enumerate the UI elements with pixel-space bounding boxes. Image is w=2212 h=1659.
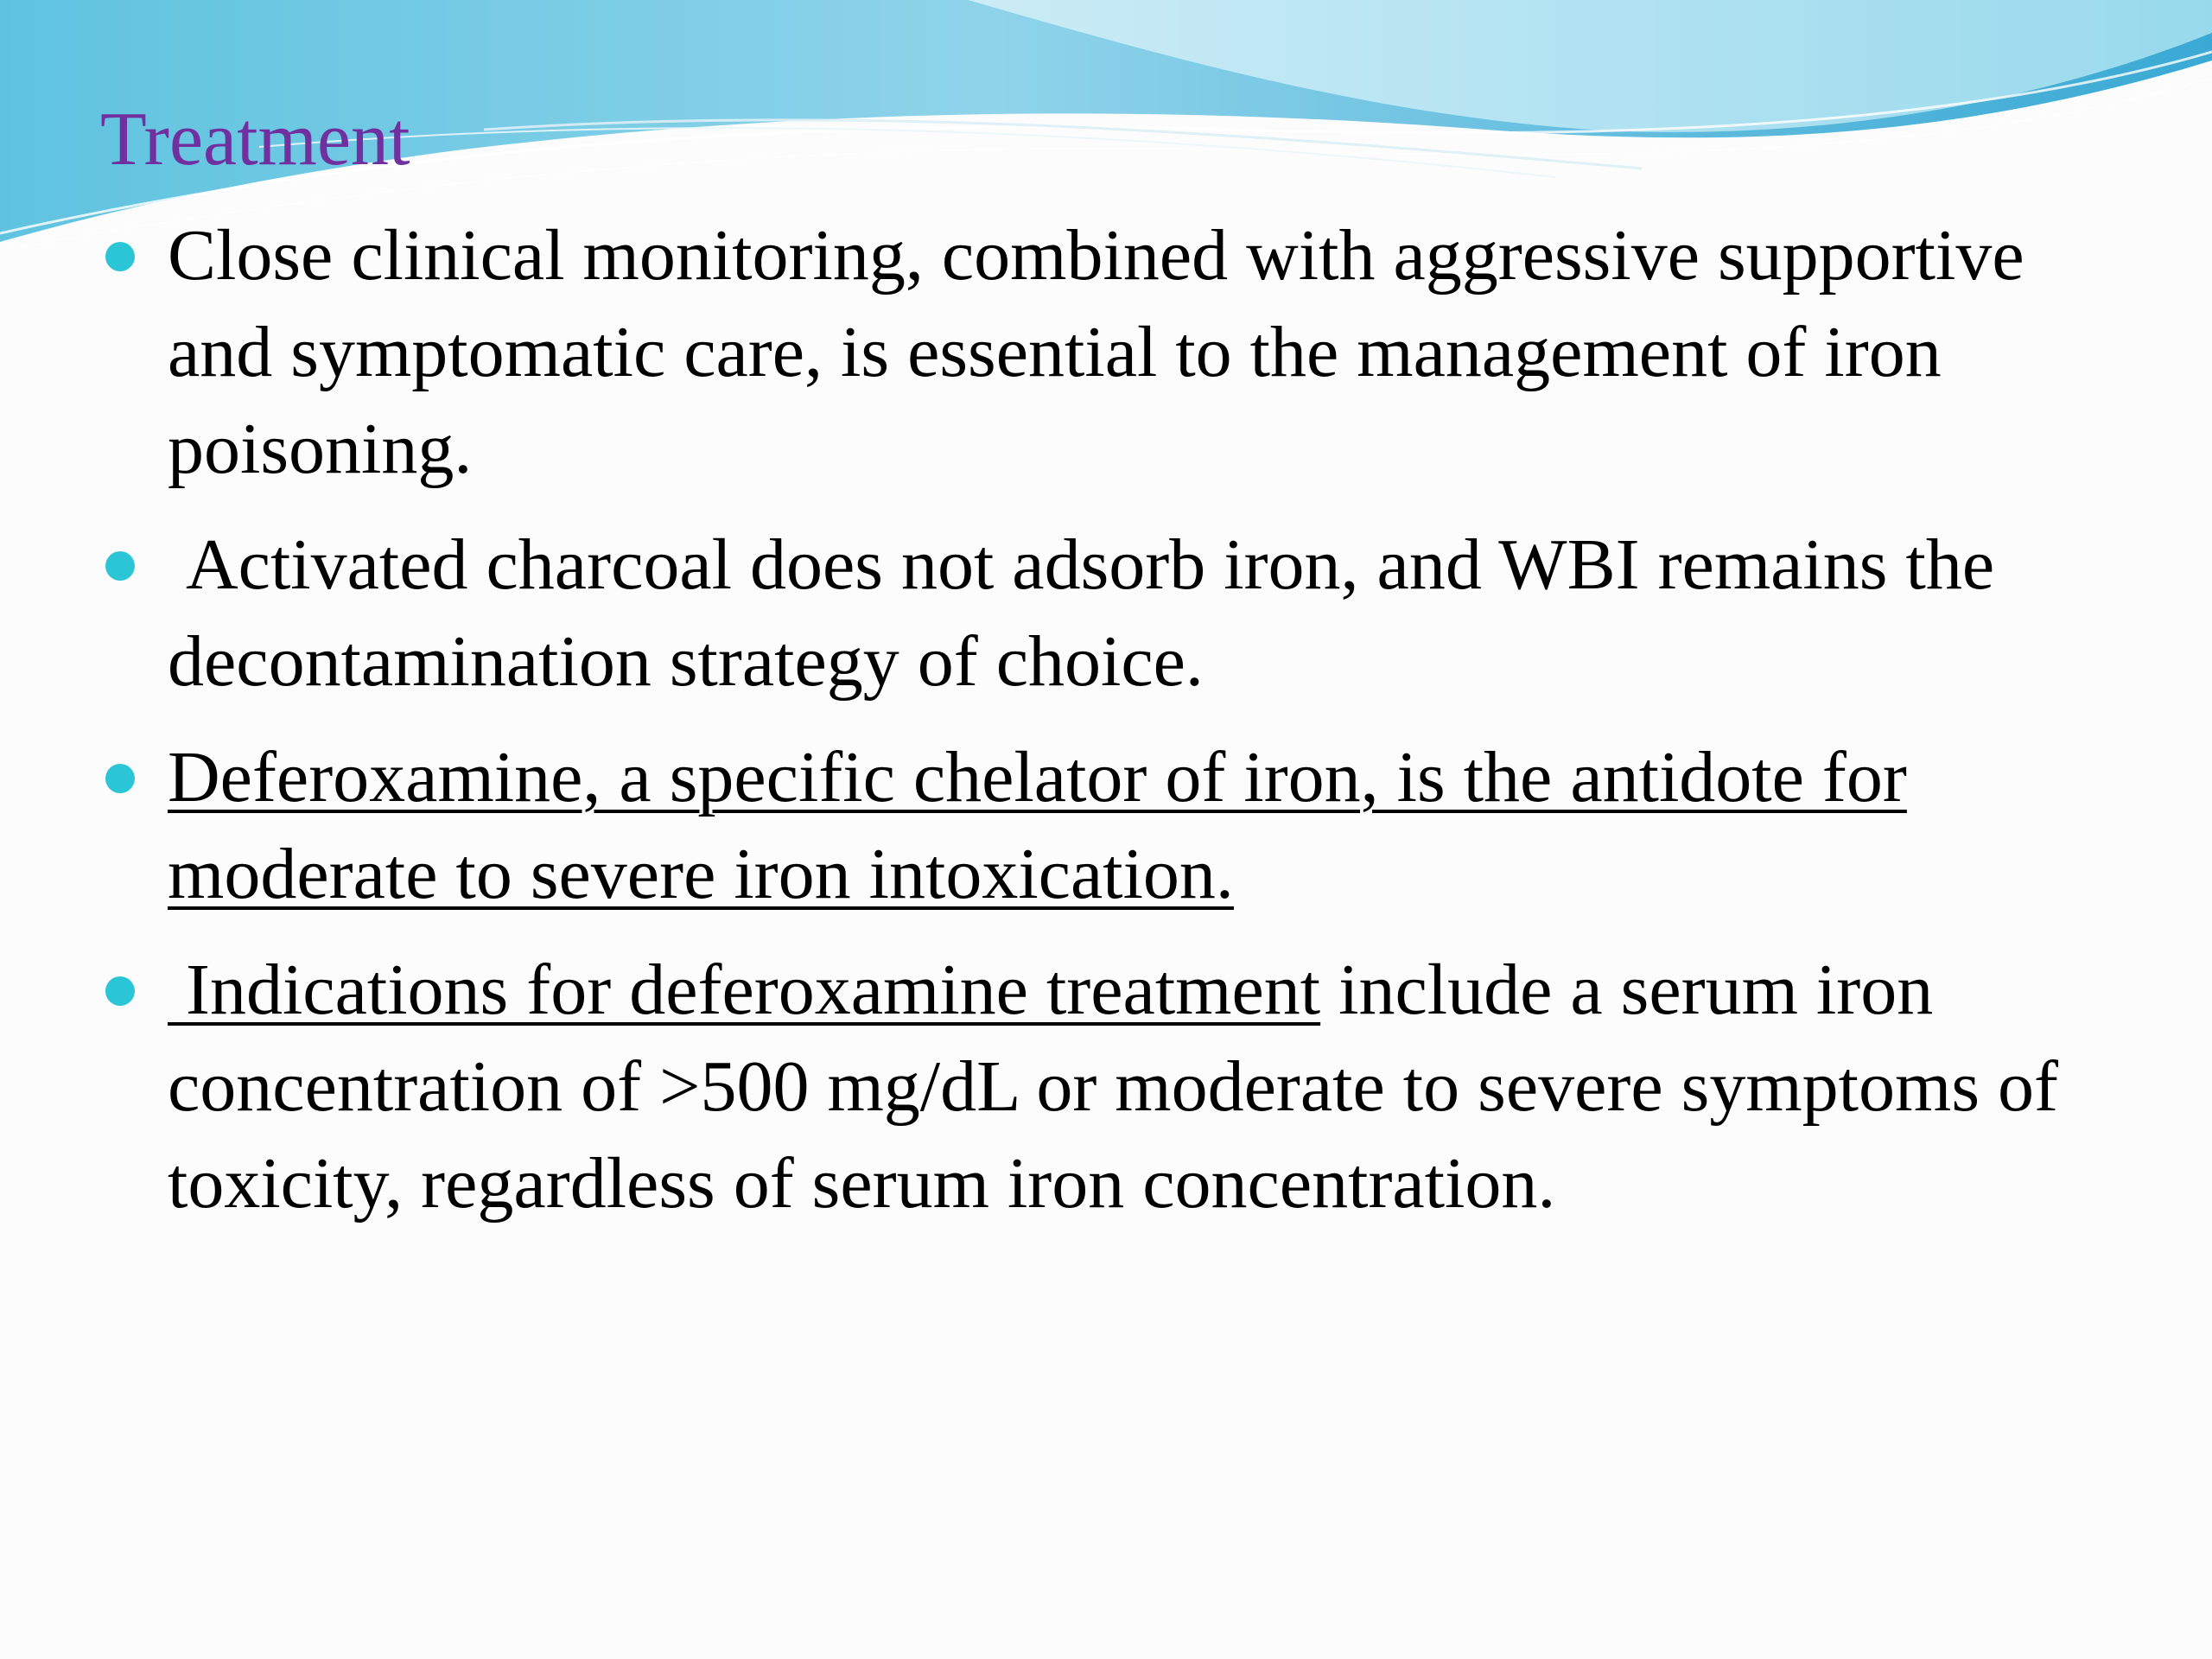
bullet-item-charcoal [0,517,2212,710]
bullet-item-monitoring [0,207,2212,498]
bullet-text-underlined: Indications for deferoxamine treatment [168,950,1321,1030]
bullet-item-deferoxamine [0,729,2212,923]
bullet-text: Activated charcoal does not adsorb iron, and WBI remains the decontamination strategy of choice. [168,524,2013,702]
bullet-text: Close clinical monitoring, combined with aggressive supportive and symptomatic care, is essential to the management of iron poisoning. [168,215,2024,489]
bullet-text: include a serum iron concentration of >500 mg/dL or moderate to severe symptoms of toxicity, regardless of serum iron concentration. [168,950,2059,1224]
bullet-list [0,207,2212,1232]
bullet-item-indications [0,942,2212,1232]
bullet-dot-icon [105,551,135,581]
bullet-dot-icon [105,764,135,793]
bullet-dot-icon [105,242,135,271]
slide-title: Treatment [100,98,410,181]
bullet-dot-icon [105,976,135,1006]
bullet-text-underlined: Deferoxamine, a specific chelator of iron, is the antidote for moderate to severe iron intoxication. [168,737,1907,914]
